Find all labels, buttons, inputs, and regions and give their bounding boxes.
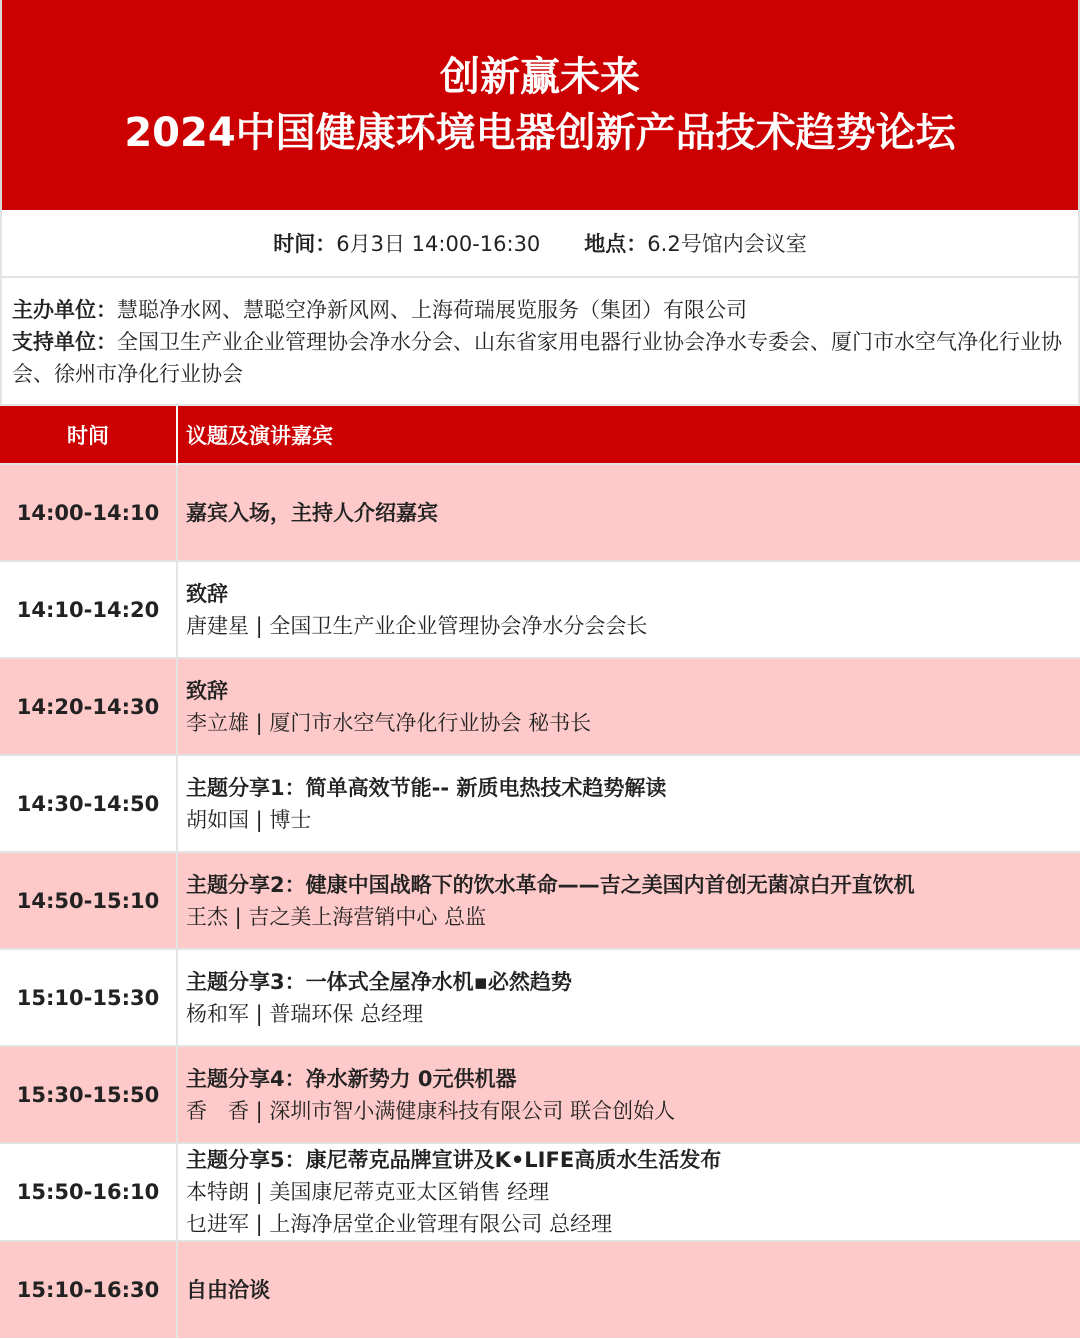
agenda-row [0,1241,1080,1338]
agenda-speaker: 香 香 | 深圳市智小满健康科技有限公司 联合创始人 [186,1098,676,1123]
organizers-block [0,278,1080,406]
banner-title-line2: 2024中国健康环境电器创新产品技术趋势论坛 [124,110,956,156]
host-label: 主办单位： [12,298,117,322]
host-value: 慧聪净水网、慧聪空净新风网、上海荷瑞展览服务（集团）有限公司 [117,298,747,322]
place-info [584,228,806,258]
agenda-topic-title: 主题分享5：康尼蒂克品牌宣讲及K•LIFE高质水生活发布 [186,1148,722,1172]
agenda-speaker: 唐建星 | 全国卫生产业企业管理协会净水分会会长 [186,613,648,638]
agenda-time: 15:10-15:30 [0,949,177,1046]
agenda-time: 15:30-15:50 [0,1046,177,1143]
agenda-row [0,949,1080,1046]
agenda-topic-cell [177,949,1080,1046]
time-info [273,228,540,258]
agenda-topic-title: 致辞 [186,678,228,703]
agenda-speaker: 胡如国 | 博士 [186,807,312,832]
agenda-topic-title: 致辞 [186,581,228,606]
agenda-topic-cell [177,1046,1080,1143]
agenda-topic-cell [177,561,1080,658]
agenda-speaker: 王杰 | 吉之美上海营销中心 总监 [186,904,487,929]
agenda-topic-title: 主题分享2：健康中国战略下的饮水革命——吉之美国内首创无菌凉白开直饮机 [186,872,915,897]
agenda-row [0,658,1080,755]
agenda-topic-cell [177,1241,1080,1338]
agenda-topic-title: 主题分享4：净水新势力 0元供机器 [186,1066,517,1091]
agenda-speaker: 乜进军 | 上海净居堂企业管理有限公司 总经理 [186,1212,613,1236]
time-place-bar [0,210,1080,278]
agenda-topic-cell [177,464,1080,561]
agenda-row [0,561,1080,658]
agenda-topic-title: 嘉宾入场，主持人介绍嘉宾 [186,500,438,525]
banner-title-line1: 创新赢未来 [440,54,640,100]
place-value: 6.2号馆内会议室 [647,232,807,256]
column-header-topic: 议题及演讲嘉宾 [177,406,1080,464]
agenda-time: 14:30-14:50 [0,755,177,852]
agenda-row [0,1046,1080,1143]
agenda-speaker: 杨和军 | 普瑞环保 总经理 [186,1001,424,1026]
agenda-time: 15:10-16:30 [0,1241,177,1338]
column-header-time: 时间 [0,406,177,464]
header-banner [0,0,1080,210]
agenda-speaker: 李立雄 | 厦门市水空气净化行业协会 秘书长 [186,710,592,735]
agenda-row [0,755,1080,852]
support-label: 支持单位： [12,330,117,354]
agenda-time: 14:10-14:20 [0,561,177,658]
agenda-topic-title: 主题分享3：一体式全屋净水机▪必然趋势 [186,969,572,994]
agenda-table [0,406,1080,1338]
agenda-header-row [0,406,1080,464]
agenda-row [0,464,1080,561]
agenda-time: 14:00-14:10 [0,464,177,561]
time-value: 6月3日 14:00-16:30 [336,232,541,256]
agenda-topic-cell [177,852,1080,949]
agenda-topic-title: 自由洽谈 [186,1278,270,1302]
time-label: 时间： [273,232,337,256]
agenda-time: 14:50-15:10 [0,852,177,949]
agenda-time: 14:20-14:30 [0,658,177,755]
agenda-topic-cell [177,1143,1080,1241]
agenda-topic-title: 主题分享1：简单高效节能-- 新质电热技术趋势解读 [186,775,667,800]
support-value: 全国卫生产业企业管理协会净水分会、山东省家用电器行业协会净水专委会、厦门市水空气净化行业协会、徐州市净化行业协会 [12,330,1062,386]
support-line [12,326,1068,390]
place-label: 地点： [584,232,648,256]
agenda-row [0,1143,1080,1241]
agenda-speaker: 本特朗 | 美国康尼蒂克亚太区销售 经理 [186,1180,550,1204]
agenda-topic-cell [177,658,1080,755]
agenda-time: 15:50-16:10 [0,1143,177,1241]
host-line [12,294,1068,326]
agenda-row [0,852,1080,949]
agenda-topic-cell [177,755,1080,852]
